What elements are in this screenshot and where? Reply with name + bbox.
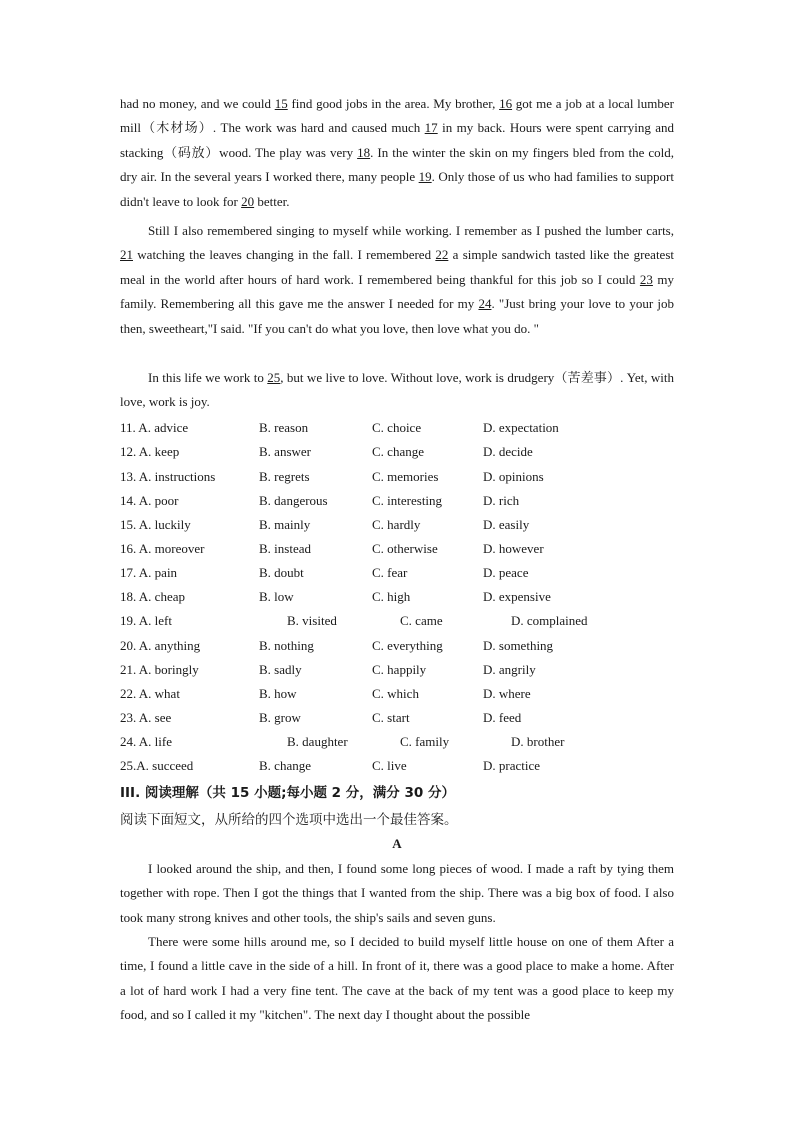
blank-15: 15 — [274, 96, 288, 111]
option-d: D. decide — [483, 444, 533, 459]
section-heading: III. 阅读理解（共 15 小题;每小题 2 分，满分 30 分） — [120, 785, 455, 801]
option-b: B. instead — [259, 541, 311, 556]
text-segment: my family. Remembering all this gave me the answer I needed for my — [120, 271, 674, 312]
option-a: 11. A. advice — [120, 420, 189, 435]
option-d: D. angrily — [483, 662, 536, 677]
section-instruction: 阅读下面短文，从所给的四个选项中选出一个最佳答案。 — [120, 812, 458, 828]
option-row-23 — [120, 710, 680, 730]
text-segment: watching the leaves changing in the fall. I remembered — [133, 247, 436, 263]
option-a: 12. A. keep — [120, 444, 180, 459]
option-a: 14. A. poor — [120, 493, 179, 508]
option-d: D. expectation — [483, 420, 559, 435]
blank-18: 18 — [357, 144, 371, 160]
option-row-18 — [120, 589, 680, 609]
option-c: C. hardly — [372, 517, 421, 532]
text-segment: got me a job at a local lumber mill（木材场）. The work was hard and caused much — [120, 96, 674, 136]
text-segment: find good jobs in the area. My brother, — [287, 96, 500, 111]
text-segment: . "Just bring your love to your job then, sweetheart,"I said. "If you can't do what you love, then love what you do. " — [120, 296, 674, 336]
cloze-paragraph-3 — [120, 366, 674, 415]
option-c: C. fear — [372, 565, 408, 580]
option-a: 25.A. succeed — [120, 758, 194, 773]
reading-paragraph-2: There were some hills around me, so I decided to build myself little house on one of them After a time, I found a little cave in the side of a hill. In front of it, there was a good place to make a home. After a lot of hard work I had a very fine tent. The cave at the back of my tent was a good place to keep my food, and so I called it my "kitchen". The next day I thought about the possible — [120, 934, 674, 1023]
blank-20: 20 — [241, 193, 255, 209]
text-segment: Still I also remembered singing to myself while working. I remember as I pushed the lumber carts, — [148, 223, 674, 238]
option-c: C. which — [372, 686, 419, 701]
option-b: B. nothing — [259, 638, 314, 653]
option-b: B. dangerous — [259, 493, 328, 508]
option-row-12 — [120, 444, 680, 464]
blank-21: 21 — [120, 247, 133, 263]
option-b: B. grow — [259, 710, 301, 725]
option-a: 23. A. see — [120, 710, 172, 725]
option-d: D. opinions — [483, 469, 544, 484]
option-row-14 — [120, 493, 680, 513]
option-d: D. rich — [483, 493, 520, 508]
option-d: D. where — [483, 686, 531, 701]
option-b: B. reason — [259, 420, 309, 435]
option-d: D. expensive — [483, 589, 551, 604]
blank-25: 25 — [267, 370, 281, 385]
option-b: B. how — [259, 686, 297, 701]
option-row-20 — [120, 638, 680, 658]
option-c: C. choice — [372, 420, 422, 435]
text-segment: . In the winter the skin on my fingers bled from the cold, dry air. In the several years I worked there, many people — [120, 144, 674, 185]
option-d: D. brother — [511, 734, 565, 749]
option-c: C. happily — [372, 662, 427, 677]
option-row-17 — [120, 565, 680, 585]
blank-22: 22 — [435, 247, 449, 263]
option-c: C. interesting — [372, 493, 443, 508]
cloze-paragraph-2 — [120, 219, 674, 341]
option-a: 22. A. what — [120, 686, 180, 701]
option-d: D. feed — [483, 710, 522, 725]
option-row-22 — [120, 686, 680, 706]
option-a: 19. A. left — [120, 613, 172, 628]
text-segment: , but we live to love. Without love, work is drudgery（苦差事）. Yet, with love, work is joy. — [120, 370, 674, 410]
option-b: B. daughter — [287, 734, 348, 749]
option-row-21 — [120, 662, 680, 682]
option-d: D. easily — [483, 517, 530, 532]
option-row-19 — [120, 613, 680, 633]
cloze-paragraph-1 — [120, 92, 674, 214]
option-d: D. practice — [483, 758, 541, 773]
option-d: D. however — [483, 541, 544, 556]
option-row-16 — [120, 541, 680, 561]
option-a: 16. A. moreover — [120, 541, 205, 556]
text-segment: In this life we work to — [148, 370, 268, 385]
option-b: B. doubt — [259, 565, 304, 580]
option-c: C. came — [400, 613, 443, 628]
option-b: B. change — [259, 758, 311, 773]
blank-24: 24 — [478, 296, 492, 312]
option-c: C. everything — [372, 638, 443, 653]
text-segment: had no money, and we could — [120, 96, 275, 111]
reading-paragraph-1: I looked around the ship, and then, I found some long pieces of wood. I made a raft by tying them together with rope. Then I got the things that I wanted from the ship. There was a big box of food. I also took many strong knives and other tools, the ship's sails and seven guns. — [120, 861, 674, 925]
blank-16: 16 — [499, 96, 513, 111]
option-c: C. live — [372, 758, 407, 773]
option-b: B. mainly — [259, 517, 311, 532]
blank-17: 17 — [424, 120, 438, 136]
text-segment: better. — [254, 193, 290, 209]
option-c: C. otherwise — [372, 541, 438, 556]
option-d: D. complained — [511, 613, 588, 628]
option-row-11 — [120, 420, 680, 440]
blank-19: 19 — [418, 169, 432, 185]
option-a: 21. A. boringly — [120, 662, 199, 677]
text-segment: . Only those of us who had families to support didn't leave to look for — [120, 169, 674, 209]
option-b: B. low — [259, 589, 294, 604]
passage-label: A — [392, 836, 402, 851]
text-segment: a simple sandwich tasted like the greatest meal in the world after hours of hard work. I remembered being thankful for this job so I could — [120, 247, 674, 287]
option-c: C. family — [400, 734, 450, 749]
option-a: 20. A. anything — [120, 638, 201, 653]
option-row-25 — [120, 758, 680, 778]
option-b: B. answer — [259, 444, 311, 459]
option-c: C. change — [372, 444, 424, 459]
option-row-15 — [120, 517, 680, 537]
option-d: D. peace — [483, 565, 529, 580]
option-a: 24. A. life — [120, 734, 172, 749]
option-b: B. visited — [287, 613, 337, 628]
option-a: 18. A. cheap — [120, 589, 185, 604]
option-c: C. start — [372, 710, 410, 725]
option-c: C. high — [372, 589, 411, 604]
option-row-13 — [120, 469, 680, 489]
option-b: B. sadly — [259, 662, 302, 677]
option-a: 17. A. pain — [120, 565, 178, 580]
option-b: B. regrets — [259, 469, 310, 484]
option-c: C. memories — [372, 469, 439, 484]
option-a: 15. A. luckily — [120, 517, 191, 532]
option-a: 13. A. instructions — [120, 469, 216, 484]
text-segment: in my back. Hours were spent carrying and stacking（码放）wood. The play was very — [120, 120, 674, 160]
option-row-24 — [120, 734, 680, 754]
option-d: D. something — [483, 638, 554, 653]
blank-23: 23 — [639, 271, 653, 287]
